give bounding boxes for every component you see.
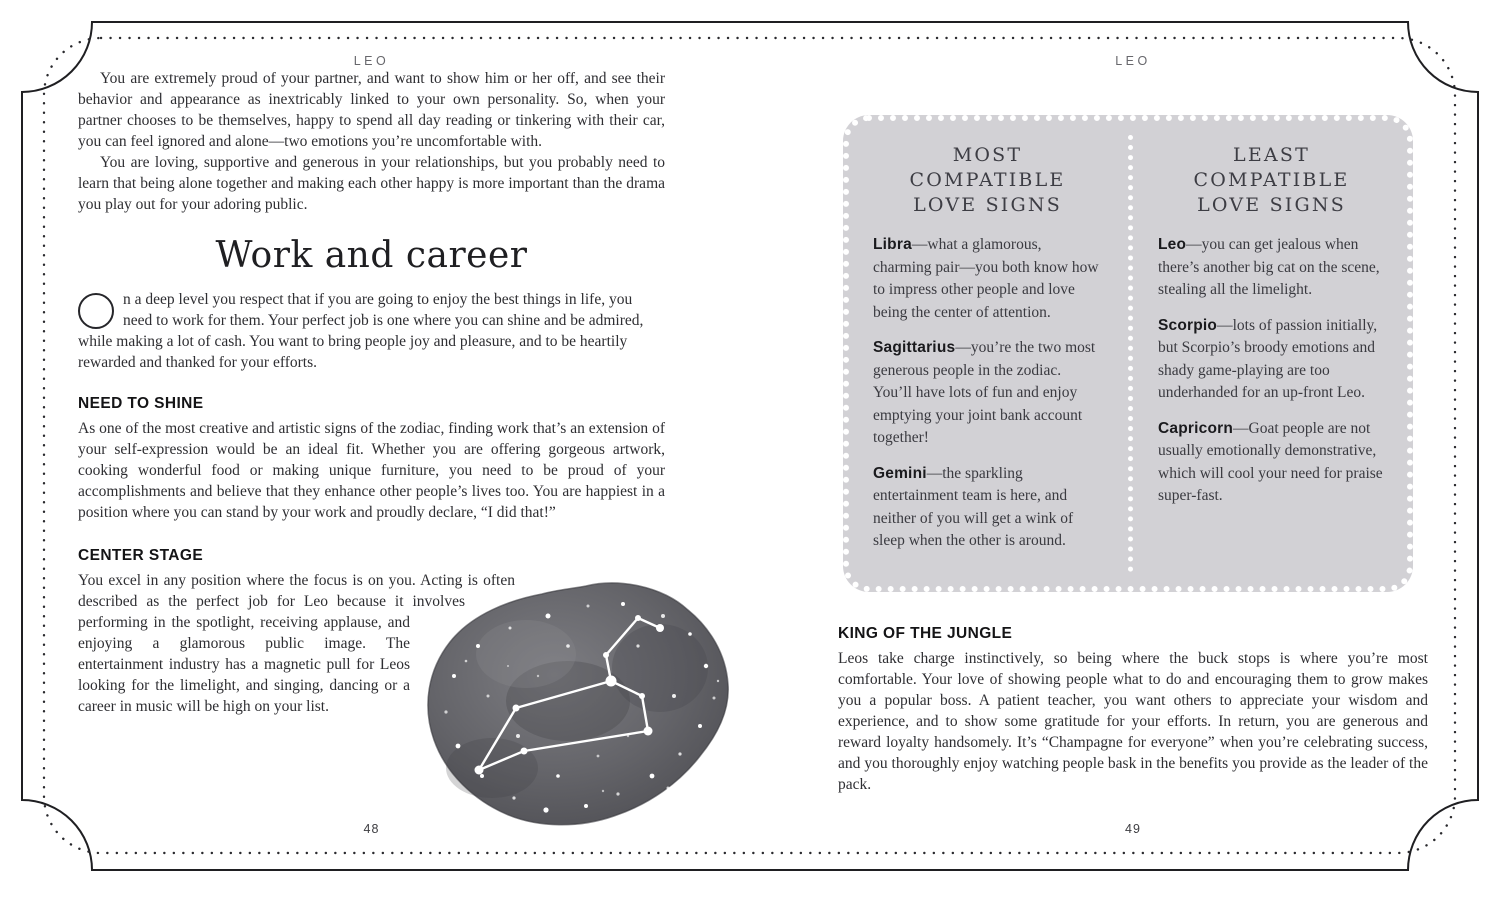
compat-entry-scorpio: Scorpio—lots of passion initially, but Scorpio’s broody emotions and shady game-playing are too underhanded for an up-front Leo.: [1158, 316, 1378, 402]
sign-name: Libra: [873, 236, 912, 254]
intro-paragraph-2: You are loving, supportive and generous in your relationships, but you probably need to learn that being alone together and making each other happy is more important than the drama you play out for your adoring public.: [78, 154, 665, 213]
sign-name: Capricorn: [1158, 419, 1234, 437]
king-of-the-jungle-paragraph: Leos take charge instinctively, so being where the buck stops is where you’re most comfortable. Your love of showing people what to do and encouraging them to grow makes you a popular boss. A patient teacher, you want others to appreciate your wisdom and experience, and to show some gratitude for your efforts. In return, you are generous and reward loyalty handsomely. It’s “Champagne for everyone” when you’re celebrating success, and you thoroughly enjoy watching people bask in the benefits you provide as the leader of the pack.: [838, 649, 1428, 793]
dropcap-o: [78, 293, 114, 329]
least-compatible-title: LEAST COMPATIBLE LOVE SIGNS: [1193, 144, 1350, 217]
need-to-shine-paragraph: As one of the most creative and artistic signs of the zodiac, finding work that’s an extension of your self-expression would be an ideal fit. Whether you are offering gorgeous artwork, cooking wonderful food or making unique furniture, you need to be proud of your accomplishments and believe that they enhance other people’s lives too. You are happiest in a position where you can stand by your work and proudly declare, “I did that!”: [78, 420, 665, 521]
section-title-work-and-career: Work and career: [215, 235, 528, 276]
sign-name: Gemini: [873, 464, 927, 482]
most-compatible-column: [849, 121, 1128, 586]
compat-entry-leo: Leo—you can get jealous when there’s another big cat on the scene, stealing all the limelight.: [1158, 236, 1380, 299]
intro-paragraph-1: You are extremely proud of your partner, and want to show him or her off, and see their behavior and appearance as inextricably linked to your own personality. So, when your partner chooses to be themselves, happy to spend all day reading or tinkering with their car, you can feel ignored and alone—two emotions you’re uncomfortable with.: [78, 70, 665, 150]
heading-king-of-the-jungle: KING OF THE JUNGLE: [838, 624, 1013, 642]
most-compatible-title: MOST COMPATIBLE LOVE SIGNS: [909, 144, 1066, 217]
page-right: [838, 48, 1428, 795]
leo-constellation-illustration: [418, 576, 740, 840]
king-of-the-jungle-section: [838, 625, 1428, 795]
sign-name: Sagittarius: [873, 339, 956, 357]
center-stage-paragraph: You excel in any position where the focus is on you. Acting is often described as the perfect job for Leo because it involves performing in the spotlight, receiving applause, and enjoying a glamorous public image. The entertainment industry has a magnetic pull for Leos looking for the limelight, and singing, dancing or a career in music will be high on your list.: [78, 572, 515, 715]
page-number-left: 48: [363, 822, 380, 836]
compat-entry-gemini: Gemini—the sparkling entertainment team is here, and neither of you will get a wink of sleep when the other is around.: [873, 464, 1074, 550]
least-compatible-column: [1128, 121, 1407, 586]
heading-center-stage: CENTER STAGE: [78, 547, 204, 564]
running-head-right: LEO: [1115, 54, 1151, 68]
heading-need-to-shine: NEED TO SHINE: [78, 395, 204, 412]
compat-entry-sagittarius: Sagittarius—you’re the two most generous people in the zodiac. You’ll have lots of fun and enjoy emptying your joint bank account together!: [873, 339, 1096, 447]
lead-paragraph-wrap: [78, 289, 665, 373]
box-dotted-divider: [1128, 135, 1133, 572]
sign-name: Scorpio: [1158, 316, 1218, 334]
page-number-right: 49: [1125, 822, 1141, 836]
compat-entry-capricorn: Capricorn—Goat people are not usually emotionally demonstrative, which will cool your need for praise super-fast.: [1158, 419, 1383, 505]
sign-name: Leo: [1158, 236, 1187, 254]
lead-paragraph: n a deep level you respect that if you are going to enjoy the best things in life, you need to work for them. Your perfect job is one where you can shine and be admired, while making a lot of cash. You want to bring people joy and pleasure, and to be heartily rewarded and thanked for your efforts.: [78, 291, 644, 371]
compat-entry-libra: Libra—what a glamorous, charming pair—you both know how to impress other people and love being the center of attention.: [873, 236, 1099, 321]
running-head-left: LEO: [353, 54, 390, 68]
compatibility-box: [843, 115, 1413, 592]
